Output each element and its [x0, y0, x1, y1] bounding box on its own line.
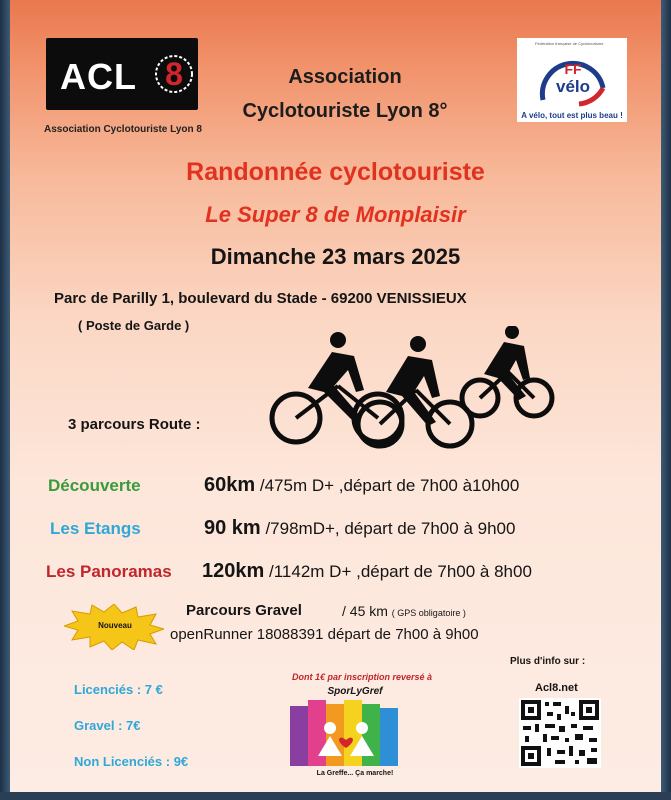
- gravel-distance: / 45 km: [342, 603, 392, 619]
- cyclists-image: [268, 326, 556, 450]
- charity-org: SporLyGref: [327, 686, 383, 697]
- route-etangs: [50, 519, 141, 539]
- acl-caption: Association Cyclotouriste Lyon 8: [44, 124, 202, 135]
- poste-de-garde: ( Poste de Garde ): [78, 318, 190, 333]
- ff-logo-main: vélo: [555, 77, 591, 96]
- association-line-1: Association: [288, 66, 402, 88]
- ff-logo-top: FF: [564, 61, 582, 77]
- price-gravel: Gravel : 7€: [74, 718, 141, 733]
- association-title: [200, 60, 490, 128]
- acl-logo-number: 8: [165, 56, 183, 92]
- route-km: 90 km: [204, 517, 261, 539]
- route-desc: /475m D+ ,départ de 7h00 à10h00: [255, 476, 520, 495]
- route-km: 120km: [202, 560, 265, 582]
- gravel-km: [342, 603, 466, 619]
- event-subtitle: Le Super 8 de Monplaisir: [205, 202, 466, 227]
- gravel-gps-note: ( GPS obligatoire ): [391, 608, 466, 618]
- route-name: Les Etangs: [50, 519, 141, 538]
- price-licencies: Licenciés : 7 €: [74, 682, 163, 697]
- event-date: Dimanche 23 mars 2025: [210, 244, 461, 269]
- association-line-2: Cyclotouriste Lyon 8°: [242, 100, 448, 122]
- frame-bottom: [0, 792, 671, 800]
- route-desc: /798mD+, départ de 7h00 à 9h00: [260, 519, 516, 538]
- price-non-licencies: Non Licenciés : 9€: [74, 754, 189, 769]
- gravel-openrunner: openRunner 18088391 départ de 7h00 à 9h00: [170, 626, 479, 643]
- acl8-logo: [46, 38, 198, 110]
- website-link[interactable]: Acl8.net: [535, 682, 578, 694]
- ff-tagline: A vélo, tout est plus beau !: [521, 111, 623, 120]
- event-address: Parc de Parilly 1, boulevard du Stade - 69200 VENISSIEUX: [54, 290, 467, 307]
- greffe-caption: La Greffe... Ça marche!: [316, 770, 394, 777]
- event-title: Randonnée cyclotouriste: [186, 158, 485, 186]
- frame-right: [661, 0, 671, 800]
- route-desc: /1142m D+ ,départ de 7h00 à 8h00: [264, 562, 532, 581]
- route-name: Les Panoramas: [46, 562, 172, 581]
- ff-small-text: Fédération française de Cyclotourisme: [535, 41, 604, 46]
- plus-info-label: Plus d'info sur :: [510, 656, 586, 667]
- ffvelo-logo: [517, 38, 627, 122]
- gravel-title: Parcours Gravel: [186, 602, 302, 619]
- route-decouverte-details: [204, 474, 519, 497]
- acl-logo-text: ACL: [60, 56, 137, 97]
- qr-code-icon[interactable]: [519, 698, 601, 768]
- route-panoramas-details: [202, 560, 532, 583]
- route-name: Découverte: [48, 476, 141, 495]
- route-etangs-details: [204, 517, 515, 540]
- route-km: 60km: [204, 474, 256, 496]
- charity-note: Dont 1€ par inscription reversé à: [291, 672, 433, 682]
- acl-logo-gear-icon: [154, 48, 194, 100]
- ff-circle-icon: [517, 38, 627, 110]
- greffe-logo-icon: [290, 700, 404, 766]
- route-decouverte: [48, 476, 141, 496]
- nouveau-label: Nouveau: [98, 621, 132, 630]
- frame-left: [0, 0, 10, 800]
- route-panoramas: [46, 562, 172, 582]
- parcours-label: 3 parcours Route :: [68, 416, 201, 433]
- riders: [308, 326, 530, 426]
